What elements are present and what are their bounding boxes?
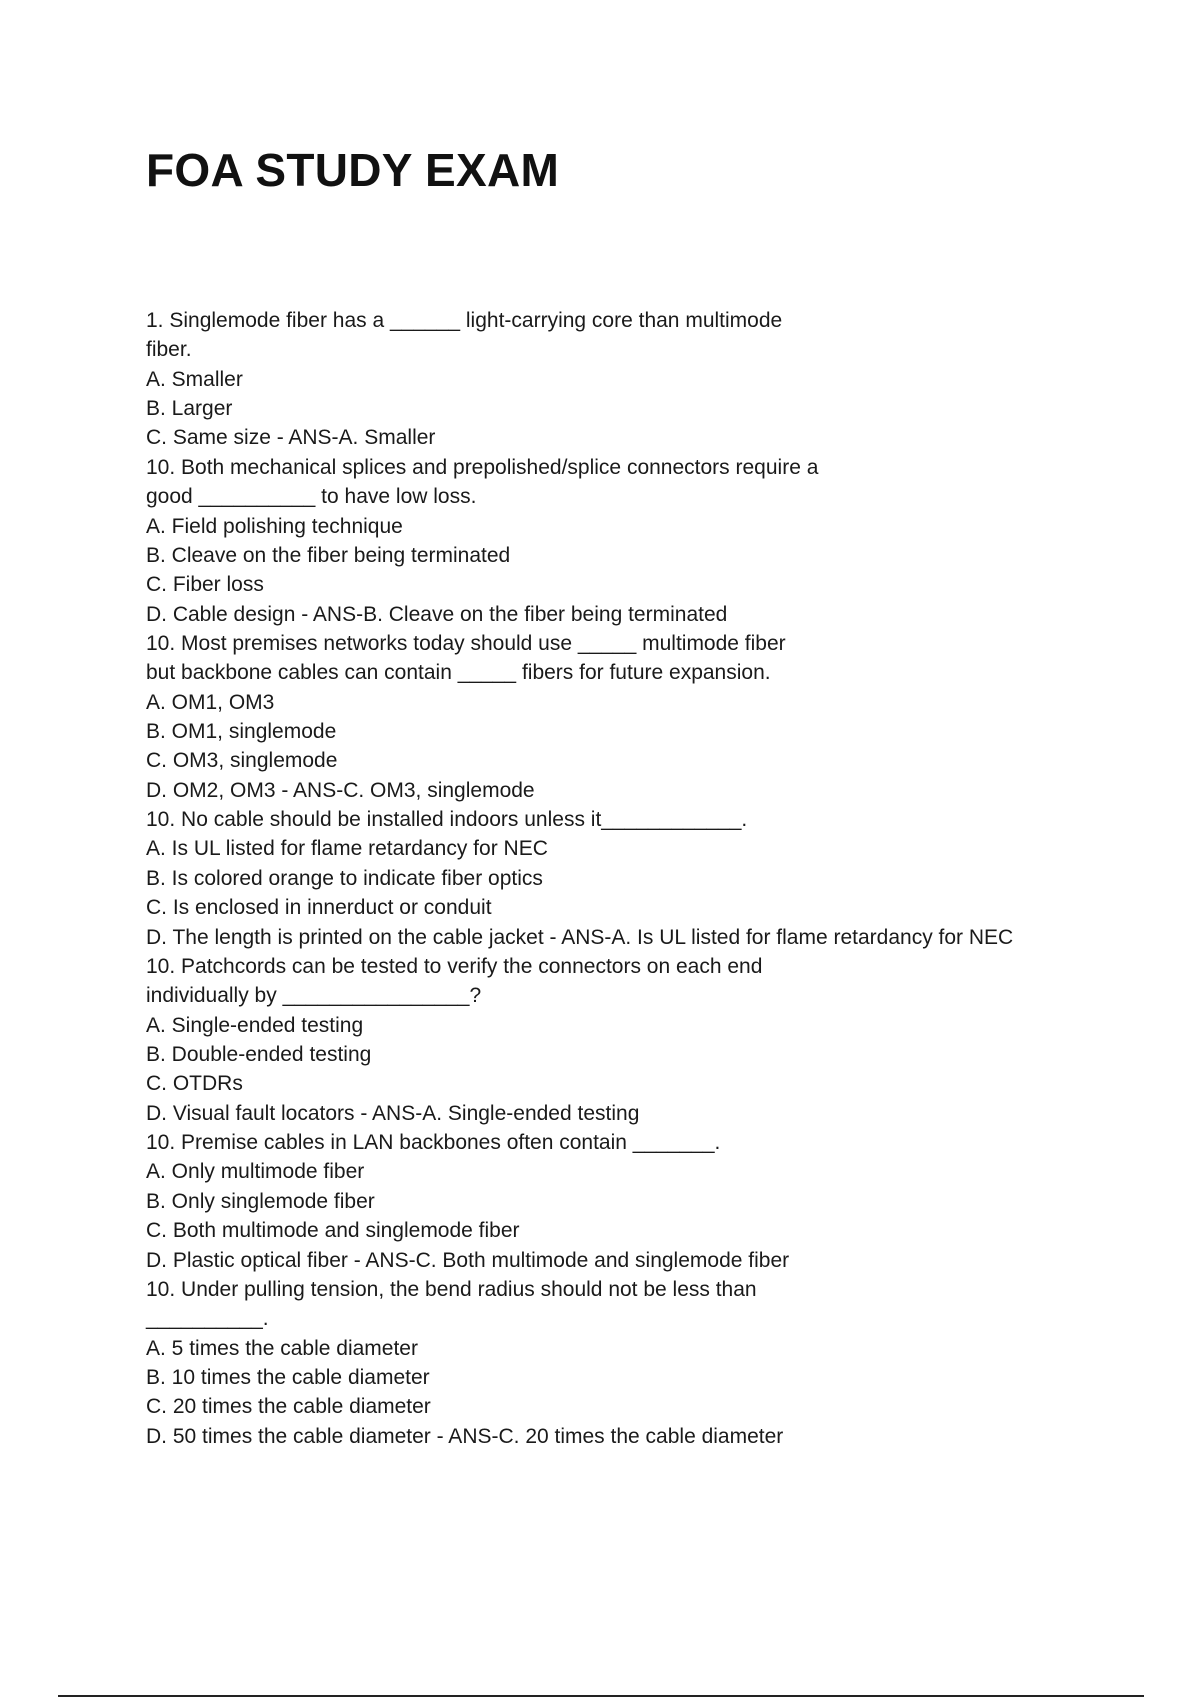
- page-title: FOA STUDY EXAM: [146, 144, 560, 196]
- exam-line: C. OTDRs: [146, 1072, 243, 1096]
- exam-line: 10. Premise cables in LAN backbones often contain _______.: [146, 1131, 721, 1155]
- exam-line: 10. No cable should be installed indoors unless it____________.: [146, 808, 748, 832]
- exam-line: B. Cleave on the fiber being terminated: [146, 543, 511, 567]
- exam-line: 10. Both mechanical splices and prepolished/splice connectors require a: [146, 455, 819, 479]
- exam-line: D. Visual fault locators - ANS-A. Single-ended testing: [146, 1101, 640, 1125]
- exam-line: __________.: [146, 1307, 269, 1331]
- exam-line: 1. Singlemode fiber has a ______ light-carrying core than multimode: [146, 309, 783, 332]
- exam-line: B. Only singlemode fiber: [146, 1189, 375, 1213]
- exam-line: A. Is UL listed for flame retardancy for NEC: [146, 837, 548, 861]
- exam-line: B. 10 times the cable diameter: [146, 1365, 430, 1389]
- exam-line: 10. Most premises networks today should use _____ multimode fiber: [146, 631, 786, 655]
- exam-line: C. OM3, singlemode: [146, 749, 338, 773]
- exam-line: D. The length is printed on the cable jacket - ANS-A. Is UL listed for flame retardancy for NEC: [146, 925, 1014, 949]
- exam-line: 10. Under pulling tension, the bend radius should not be less than: [146, 1277, 757, 1301]
- exam-line: C. Both multimode and singlemode fiber: [146, 1219, 520, 1243]
- exam-line: D. 50 times the cable diameter - ANS-C. 20 times the cable diameter: [146, 1424, 784, 1448]
- exam-line: good __________ to have low loss.: [146, 485, 477, 509]
- exam-line: B. Larger: [146, 397, 233, 421]
- exam-line: C. Fiber loss: [146, 573, 264, 597]
- exam-questions: [146, 306, 1146, 1451]
- exam-line: A. Smaller: [146, 367, 243, 391]
- exam-line: A. Field polishing technique: [146, 514, 403, 538]
- exam-line: A. Only multimode fiber: [146, 1160, 365, 1184]
- exam-line: A. Single-ended testing: [146, 1013, 364, 1037]
- exam-line: B. Double-ended testing: [146, 1042, 372, 1066]
- exam-line: fiber.: [146, 338, 192, 362]
- exam-line: C. Is enclosed in innerduct or conduit: [146, 896, 492, 920]
- exam-line: A. 5 times the cable diameter: [146, 1336, 418, 1360]
- exam-line: B. OM1, singlemode: [146, 720, 337, 744]
- exam-line: B. Is colored orange to indicate fiber optics: [146, 866, 543, 890]
- exam-line: C. 20 times the cable diameter: [146, 1395, 431, 1419]
- exam-line: D. OM2, OM3 - ANS-C. OM3, singlemode: [146, 778, 535, 802]
- exam-line: A. OM1, OM3: [146, 690, 275, 714]
- exam-line: C. Same size - ANS-A. Smaller: [146, 426, 436, 450]
- exam-line: 10. Patchcords can be tested to verify the connectors on each end: [146, 954, 763, 978]
- exam-line: D. Cable design - ANS-B. Cleave on the fiber being terminated: [146, 602, 728, 626]
- exam-line: D. Plastic optical fiber - ANS-C. Both multimode and singlemode fiber: [146, 1248, 790, 1272]
- exam-line: individually by ________________?: [146, 984, 482, 1008]
- footer-divider: [58, 1695, 1144, 1697]
- exam-line: but backbone cables can contain _____ fibers for future expansion.: [146, 661, 771, 685]
